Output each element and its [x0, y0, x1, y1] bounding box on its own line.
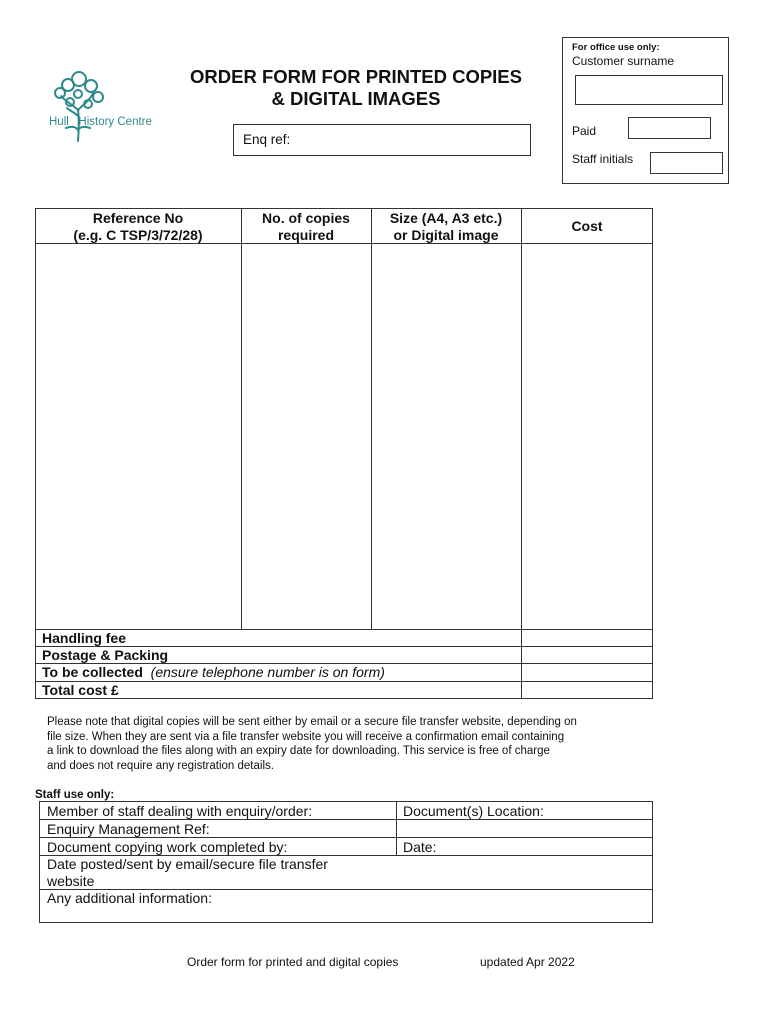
row-divider: [39, 837, 653, 838]
enquiry-management-ref-label: Enquiry Management Ref:: [47, 821, 210, 837]
office-use-heading: For office use only:: [572, 42, 660, 53]
postage-packing-label: Postage & Packing: [42, 647, 169, 663]
reference-no-cell[interactable]: [36, 244, 241, 628]
to-be-collected-label: To be collected (ensure telephone number is on form): [42, 664, 385, 680]
header-no-of-copies: No. of copies required: [262, 210, 350, 243]
handling-fee-label: Handling fee: [42, 630, 127, 646]
column-divider: [396, 801, 397, 855]
document-location-label: Document(s) Location:: [403, 803, 544, 819]
total-cost-label: Total cost £: [42, 682, 119, 698]
date-label: Date:: [403, 839, 437, 855]
staff-use-heading: Staff use only:: [35, 789, 115, 801]
paid-label: Paid: [572, 124, 597, 138]
header-cost: Cost: [571, 218, 603, 234]
customer-surname-label: Customer surname: [572, 54, 675, 68]
date-posted-label: Date posted/sent by email/secure file transfer website: [47, 856, 328, 889]
size-cell[interactable]: [372, 244, 521, 628]
collected-note: (ensure telephone number is on form): [150, 664, 385, 680]
footer-form-name: Order form for printed and digital copies: [187, 955, 399, 969]
footer-updated-date: updated Apr 2022: [480, 955, 575, 969]
copying-completed-by-label: Document copying work completed by:: [47, 839, 288, 855]
digital-copies-note: Please note that digital copies will be sent either by email or a secure file transfer website, depending on file size. When they are sent via a file transfer website you will receive a confirmation email containing a link to download the files along with an expiry date for downloading. This service is free of charge and does not require any registration details.: [47, 716, 577, 772]
additional-information-label: Any additional information:: [47, 890, 212, 906]
header-reference-no: Reference No (e.g. C TSP/3/72/28): [73, 210, 203, 243]
row-divider: [35, 681, 653, 682]
staff-member-label: Member of staff dealing with enquiry/order:: [47, 803, 313, 819]
form-title-line2: & DIGITAL IMAGES: [271, 88, 441, 109]
form-title: [160, 66, 552, 110]
form-title-line1: ORDER FORM FOR PRINTED COPIES: [190, 66, 522, 87]
cost-cell[interactable]: [522, 244, 652, 628]
row-divider: [39, 819, 653, 820]
staff-initials-field[interactable]: [650, 152, 723, 174]
hull-history-centre-logo: [48, 66, 163, 146]
staff-initials-label: Staff initials: [572, 152, 634, 166]
logo-text: Hull History Centre: [49, 116, 152, 128]
enquiry-ref-label: Enq ref:: [243, 132, 291, 147]
customer-surname-field[interactable]: [575, 75, 723, 105]
row-divider: [35, 629, 653, 630]
paid-field[interactable]: [628, 117, 711, 139]
header-size: Size (A4, A3 etc.) or Digital image: [389, 210, 503, 243]
no-of-copies-cell[interactable]: [242, 244, 371, 628]
